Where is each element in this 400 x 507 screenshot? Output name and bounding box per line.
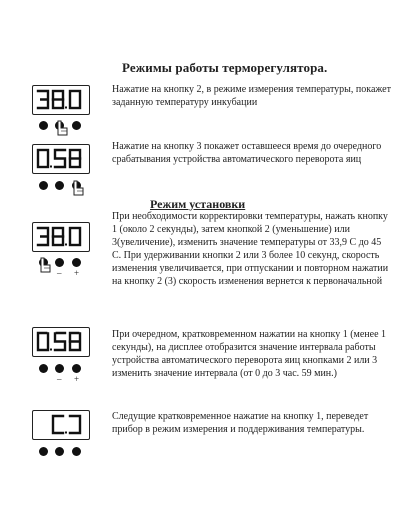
- button-2-label: –: [57, 374, 62, 384]
- button-1[interactable]: [39, 447, 48, 456]
- display-temperature: [32, 85, 90, 115]
- display-mode: [32, 410, 90, 440]
- button-3[interactable]: [72, 121, 81, 130]
- settings-title: Режим установки: [150, 197, 246, 211]
- button-2[interactable]: [55, 364, 64, 373]
- block-4-text: При очередном, кратковременном нажатии на кнопку 1 (менее 1 секунды), на дисплее отобразится значение интервала работы устройства автоматического переворота яиц кнопками 2 или 3 изменить значение интервала (от 0 до 3 час. 59 мин.): [112, 329, 387, 379]
- block-2-text: Нажатие на кнопку 3 покажет оставшееся время до очередного срабатывания устройства автоматического переворота яиц: [112, 141, 382, 165]
- pointing-hand-icon: [71, 180, 85, 196]
- button-2[interactable]: [55, 181, 64, 190]
- doc-title: Режимы работы терморегулятора.: [122, 60, 328, 75]
- button-3[interactable]: [72, 258, 81, 267]
- display-temperature-setting: [32, 222, 90, 252]
- block-3-text: При необходимости корректировки температуры, нажать кнопку 1 (около 2 секунды), затем кнопкой 2 (уменьшение) или 3(увеличение), изменить значение температуры от 33,9 С до 45 С. При удерживании кнопки 2 или 3 более 10 секунд, скорость изменения увеличивается, при отпускании и повторном нажатии на кнопку 2 (3) скорость изменения вернется к первоначальной: [112, 211, 389, 287]
- display-interval: [32, 327, 90, 357]
- seven-segment-38-0: [33, 223, 89, 251]
- seven-segment-0-58-dashed: [33, 328, 89, 356]
- button-3-label: +: [74, 374, 80, 384]
- button-2-label: –: [57, 268, 62, 278]
- button-3[interactable]: [72, 364, 81, 373]
- button-1[interactable]: [39, 121, 48, 130]
- button-2[interactable]: [55, 258, 64, 267]
- button-3[interactable]: [72, 447, 81, 456]
- button-1[interactable]: [39, 364, 48, 373]
- button-3-label: +: [74, 268, 80, 278]
- seven-segment-38-0: [33, 86, 89, 114]
- pointing-hand-icon: [55, 120, 69, 136]
- pointing-hand-icon: [38, 257, 52, 273]
- seven-segment-0-58: [33, 145, 89, 173]
- button-2[interactable]: [55, 447, 64, 456]
- block-5-text: Следущие кратковременное нажатие на кнопку 1, переведет прибор в режим измерения и поддерживания температуры.: [112, 411, 369, 435]
- seven-segment-c-j: [33, 411, 89, 439]
- display-time: [32, 144, 90, 174]
- button-1[interactable]: [39, 181, 48, 190]
- block-1-text: Нажатие на кнопку 2, в режиме измерения температуры, покажет заданную температуру инкубации: [112, 84, 391, 108]
